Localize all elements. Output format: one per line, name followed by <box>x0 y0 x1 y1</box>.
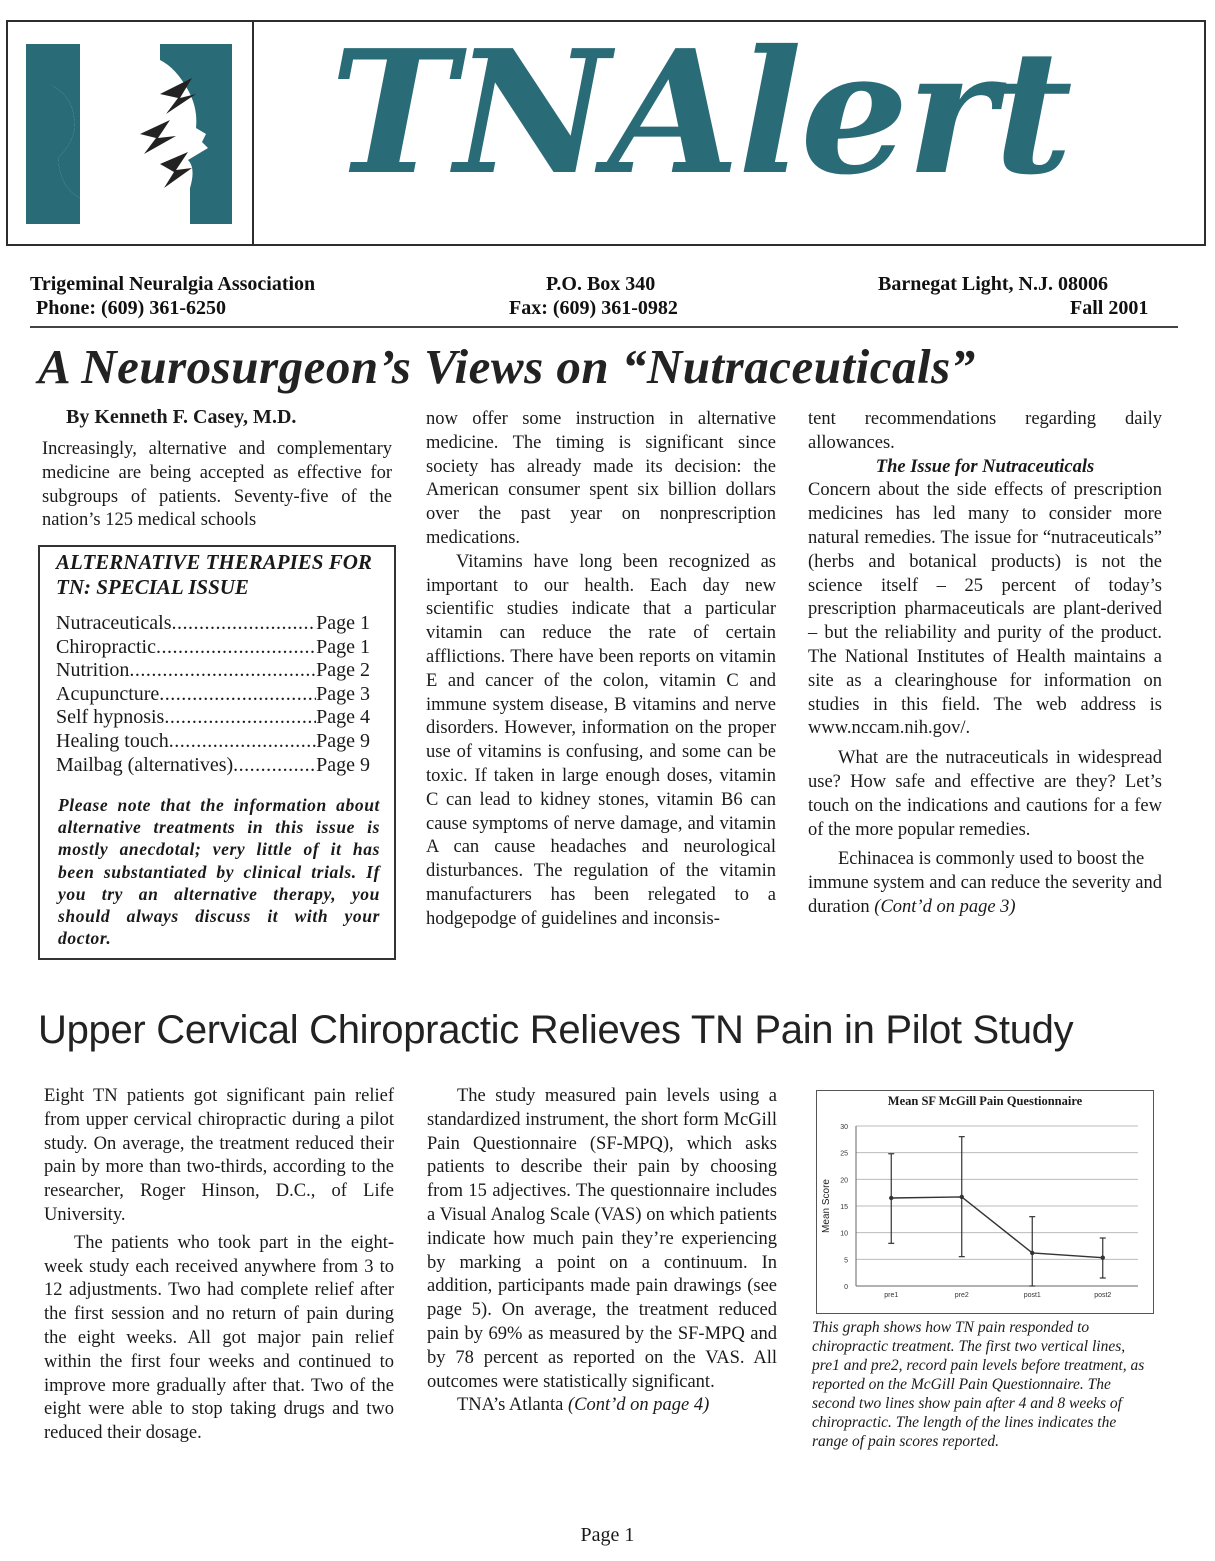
toc-item: Mailbag (alternatives) ..... Page 9 <box>56 754 370 778</box>
location: Barnegat Light, N.J. 08006 <box>878 273 1108 295</box>
continued-note: (Cont’d on page 4) <box>568 1395 710 1416</box>
y-tick-label: 5 <box>844 1257 848 1265</box>
org-name: Trigeminal Neuralgia Association <box>30 273 316 295</box>
article1-col3 <box>808 408 1162 920</box>
y-tick-label: 10 <box>840 1230 848 1238</box>
data-point <box>889 1196 893 1200</box>
x-tick-label: post1 <box>1023 1292 1041 1299</box>
paragraph: The study measured pain levels using a standardized instrument, the short form McGill Pain Questionnaire (SF-MPQ), which asks patients to describe their pain by choosing from 15 adjectives. The questionnaire includes a Visual Analog Scale (VAS) on which patients indicate how much pain they’re experiencing by marking a point on a continuum. In addition, participants made pain drawings (see page 5). On average, the treatment reduced pain by 69% as measured by the SF-MPQ and by 78 percent as reported on the VAS. All outcomes were statistically significant. <box>427 1086 777 1392</box>
data-point <box>1030 1251 1034 1255</box>
article2-headline: Upper Cervical Chiropractic Relieves TN Pain in Pilot Study <box>38 1008 1074 1052</box>
paragraph: What are the nutraceuticals in widespread use? How safe and effective are they? Let’s touch on the indications and cautions for a few of the more popular remedies. <box>808 748 1162 840</box>
y-tick-label: 30 <box>840 1124 848 1131</box>
y-axis-label: Mean Score <box>821 1179 832 1233</box>
pain-chart <box>816 1112 1154 1312</box>
paragraph: Vitamins have long been recognized as important to our health. Each day new scientific studies indicate that a particular vitamin can reduce the rate of certain afflictions. There have been reports on vitamin E and cancer of the colon, vitamin C and immune system disease, B vitamins and nerve disorders. However, information on the proper use of vitamins is confusing, and some can be toxic. If taken in large enough doses, vitamin C can lead to kidney stones, vitamin B6 can cause symptoms of nerve damage, and vitamin A can cause headaches and neurological disturbances. The regulation of the vitamin manufacturers has been relegated to a hodgepodge of guidelines and inconsis- <box>426 551 776 929</box>
paragraph: TNA’s Atlanta (Cont’d on page 4) <box>457 1395 710 1416</box>
toc-item: Healing touch ..... Page 9 <box>56 730 370 754</box>
y-tick-label: 25 <box>840 1150 848 1158</box>
toc-item: Chiropractic ..... Page 1 <box>56 636 370 660</box>
paragraph: The patients who took part in the eight-week study each received anywhere from 3 to 12 adjustments. Two had complete relief after the first session and no return of pain during the eight weeks. All got major pain relief within the first four weeks and continued to improve more gradually after that. Two of the eight were able to stop taking drugs and two reduced their dosage. <box>44 1232 394 1444</box>
paragraph: Concern about the side effects of prescription medicines has led many to consider more natural remedies. The issue for “nutraceuticals” (herbs and botanical products) is not the science itself – 25 percent of today’s prescription pharmaceuticals are plant-derived – but the reliability and purity of the product. The National Institutes of Health maintains a site as a clearinghouse for information on studies in this field. The web address is www.nccam.nih.gov/. <box>808 480 1162 739</box>
toc-item: Self hypnosis ..... Page 4 <box>56 706 370 730</box>
x-tick-label: pre1 <box>884 1292 899 1299</box>
page-number: Page 1 <box>580 1524 635 1546</box>
masthead-title: TNAlert <box>330 13 1071 213</box>
issue-date: Fall 2001 <box>1070 297 1149 319</box>
article2-col1 <box>44 1085 394 1446</box>
paragraph: tent recommendations regarding daily allowances. <box>808 409 1162 453</box>
x-tick-label: post2 <box>1094 1292 1112 1299</box>
article1-col1 <box>42 438 392 533</box>
continued-note: (Cont’d on page 3) <box>874 896 1016 917</box>
data-point <box>1101 1256 1105 1260</box>
toc-item: Acupuncture ..... Page 3 <box>56 683 370 707</box>
article1-col2 <box>426 408 776 932</box>
article1-intro: Increasingly, alternative and complementary medicine are being accepted as effective for subgroups of patients. Seventy-five of the nation’s 125 medical schools <box>42 439 392 531</box>
paragraph: Echinacea is commonly used to boost the immune system and can reduce the severity and duration (Cont’d on page 3) <box>808 849 1162 917</box>
phone: Phone: (609) 361-6250 <box>36 297 226 319</box>
tna-logo <box>20 38 242 230</box>
header-rule <box>30 326 1178 328</box>
data-point <box>960 1195 964 1199</box>
chart-caption: This graph shows how TN pain responded to chiropractic treatment. The first two vertical lines, pre1 and pre2, record pain levels before treatment, as reported on the McGill Pain Questionnaire. The second two lines show pain after 4 and 8 weeks of chiropractic. The length of the lines indicates the range of pain scores reported. <box>812 1319 1145 1450</box>
y-tick-label: 20 <box>840 1177 848 1185</box>
paragraph: Eight TN patients got significant pain relief from upper cervical chiropractic during a pilot study. On average, the treatment reduced their pain by more than two-thirds, according to the researcher, Roger Hinson, D.C., of Life University. <box>44 1086 394 1225</box>
article2-col2 <box>427 1085 777 1418</box>
po-box: P.O. Box 340 <box>546 273 656 295</box>
paragraph: now offer some instruction in alternative medicine. The timing is significant since society has already made its decision: the American consumer spent six billion dollars over the past year on nonprescription medications. <box>426 409 776 548</box>
toc-item: Nutraceuticals ..... Page 1 <box>56 612 370 636</box>
special-issue-title: ALTERNATIVE THERAPIES FOR TN: SPECIAL ISSUE <box>56 550 372 599</box>
disclaimer-note: Please note that the information about alternative treatments in this issue is mostly anecdotal; very little of it has been substantiated by clinical trials. If you try an alternative therapy, you should always discuss it with your doctor. <box>58 795 380 949</box>
y-tick-label: 15 <box>840 1204 848 1211</box>
article1-headline: A Neurosurgeon’s Views on “Nutraceuticals” <box>38 339 976 394</box>
fax: Fax: (609) 361-0982 <box>509 297 678 319</box>
subhead: The Issue for Nutraceuticals <box>875 456 1095 477</box>
toc-item: Nutrition ..... Page 2 <box>56 659 370 683</box>
y-tick-label: 0 <box>844 1284 848 1291</box>
byline: By Kenneth F. Casey, M.D. <box>66 406 297 428</box>
chart-title: Mean SF McGill Pain Questionnaire <box>887 1094 1083 1108</box>
x-tick-label: pre2 <box>954 1292 969 1299</box>
